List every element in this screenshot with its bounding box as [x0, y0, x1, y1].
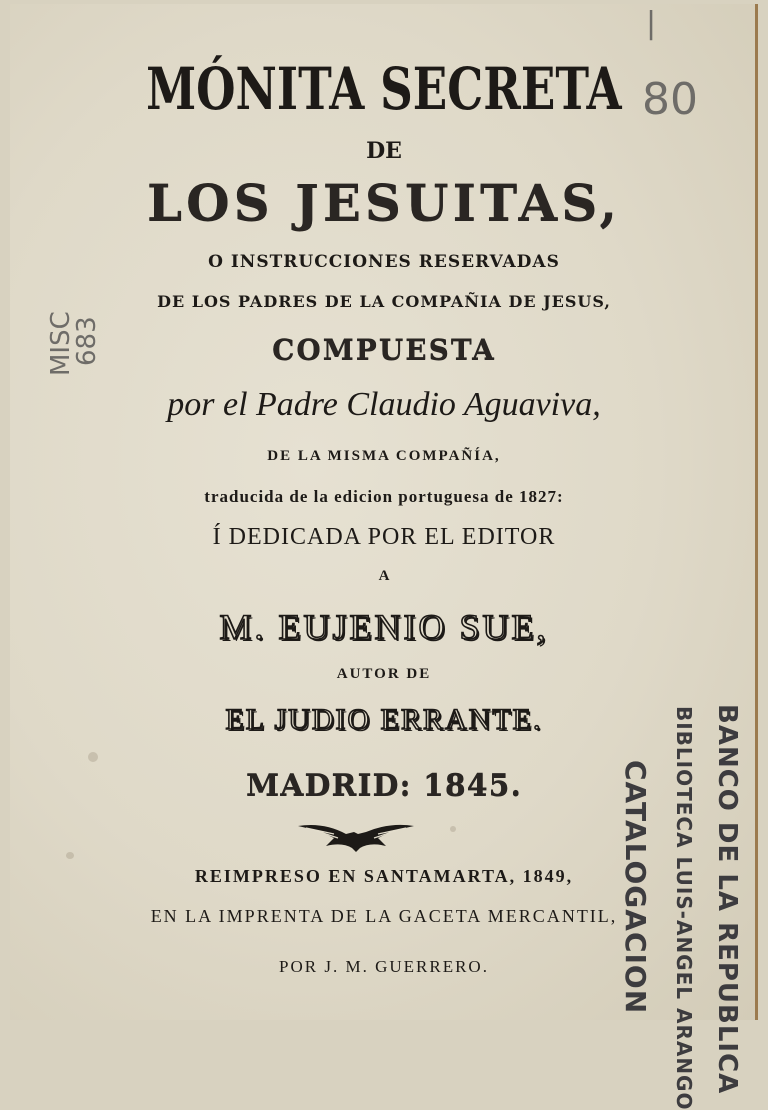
pencil-mark: |: [646, 6, 657, 41]
foxing-spot: [450, 826, 456, 832]
library-stamp: [600, 704, 750, 1110]
dedicatee-line: M. EUJENIO SUE,: [219, 607, 549, 647]
foxing-spot: [66, 852, 74, 859]
pencil-number: 80: [642, 74, 698, 125]
call-number: MISC 683: [46, 311, 102, 376]
place-year-line: MADRID: 1845.: [246, 768, 522, 803]
subtitle-line-2: DE LOS PADRES DE LA COMPAÑIA DE JESUS,: [157, 292, 611, 311]
printer-line: POR J. M. GUERRERO.: [279, 957, 489, 976]
title-line-2: DE: [366, 138, 402, 164]
foxing-spot: [88, 752, 98, 762]
stamp-line-2: BIBLIOTECA LUIS-ANGEL ARANGO: [672, 706, 696, 1110]
stamp-line-1: BANCO DE LA REPUBLICA: [712, 704, 742, 1095]
a-line: A: [378, 568, 390, 584]
compuesta-line: COMPUESTA: [272, 333, 496, 366]
press-line: EN LA IMPRENTA DE LA GACETA MERCANTIL,: [150, 906, 618, 926]
subtitle-line-1: O INSTRUCCIONES RESERVADAS: [208, 252, 560, 272]
autor-de-line: AUTOR DE: [336, 666, 432, 682]
author-line: por el Padre Claudio Aguaviva,: [167, 386, 601, 423]
translation-line: traducida de la edicion portuguesa de 1827:: [204, 487, 564, 506]
dedication-line: Í DEDICADA POR EL EDITOR: [212, 524, 556, 550]
title-line-1: MÓNITA SECRETA: [146, 55, 622, 123]
book-title-page: [10, 4, 758, 1110]
book-title-line: EL JUDIO ERRANTE.: [225, 703, 543, 736]
eagle-ornament-icon: [294, 818, 418, 854]
company-line: DE LA MISMA COMPAÑÍA,: [267, 448, 501, 464]
stamp-line-3: CATALOGACION: [619, 760, 652, 1015]
reprint-line: REIMPRESO EN SANTAMARTA, 1849,: [194, 866, 574, 886]
title-line-3: LOS JESUITAS,: [146, 173, 622, 232]
